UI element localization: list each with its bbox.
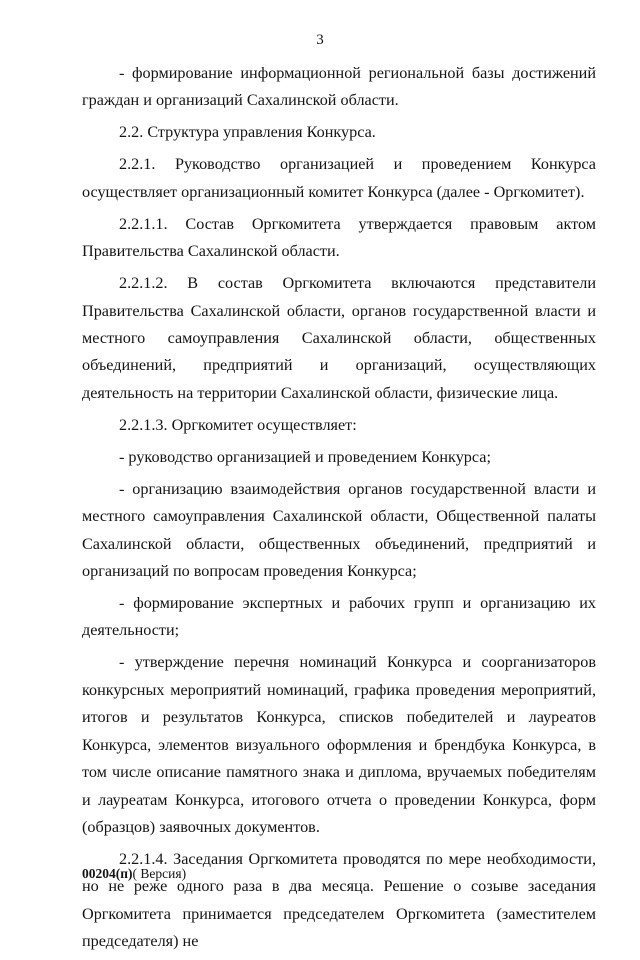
document-body [82, 60, 596, 960]
paragraph: 2.2.1.1. Состав Оргкомитета утверждается правовым актом Правительства Сахалинской области. [82, 214, 596, 261]
document-code: 00204(п) [82, 866, 133, 881]
page-number: 3 [316, 32, 324, 48]
paragraph: - формирование экспертных и рабочих групп и организацию их деятельности; [82, 594, 596, 640]
paragraph: 2.2.1.2. В состав Оргкомитета включаются представители Правительства Сахалинской области, органов государственной власти и местного самоуправления Сахалинской области, общественных объединений, предприятий и организаций, осуществляющих деятельность на территории Сахалинской области, физические лица. [82, 274, 596, 402]
paragraph: 2.2. Структура управления Конкурса. [119, 123, 376, 142]
paragraph: 2.2.1.3. Оргкомитет осуществляет: [119, 415, 357, 434]
paragraph: 2.2.1. Руководство организацией и проведением Конкурса осуществляет организационный комитет Конкурса (далее - Оргкомитет). [82, 155, 596, 201]
paragraph: 2.2.1.4. Заседания Оргкомитета проводятся по мере необходимости, но не реже одного раза в два месяца. Решение о созыве заседания Оргкомитета принимается председателем Оргкомитета (заместителем председателя) не [82, 849, 596, 951]
document-version: ( Версия) [132, 866, 187, 881]
paragraph: - руководство организацией и проведением Конкурса; [119, 447, 491, 466]
paragraph: - утверждение перечня номинаций Конкурса и соорганизаторов конкурсных мероприятий номинаций, графика проведения мероприятий, итогов и результатов Конкурса, списков победителей и лауреатов Конкурса, элементов визуального оформления и брендбука Конкурса, в том числе описание памятного знака и диплома, вручаемых победителям и лауреатам Конкурса, итогового отчета о проведении Конкурса, форм (образцов) заявочных документов. [82, 653, 596, 836]
footer-document-code [82, 866, 186, 882]
paragraph: - формирование информационной региональной базы достижений граждан и организаций Сахалинской области. [82, 64, 596, 110]
paragraph: - организацию взаимодействия органов государственной власти и местного самоуправления Сахалинской области, Общественной палаты Сахалинской области, общественных объединений, предприятий и организаций по вопросам проведения Конкурса; [82, 479, 596, 581]
